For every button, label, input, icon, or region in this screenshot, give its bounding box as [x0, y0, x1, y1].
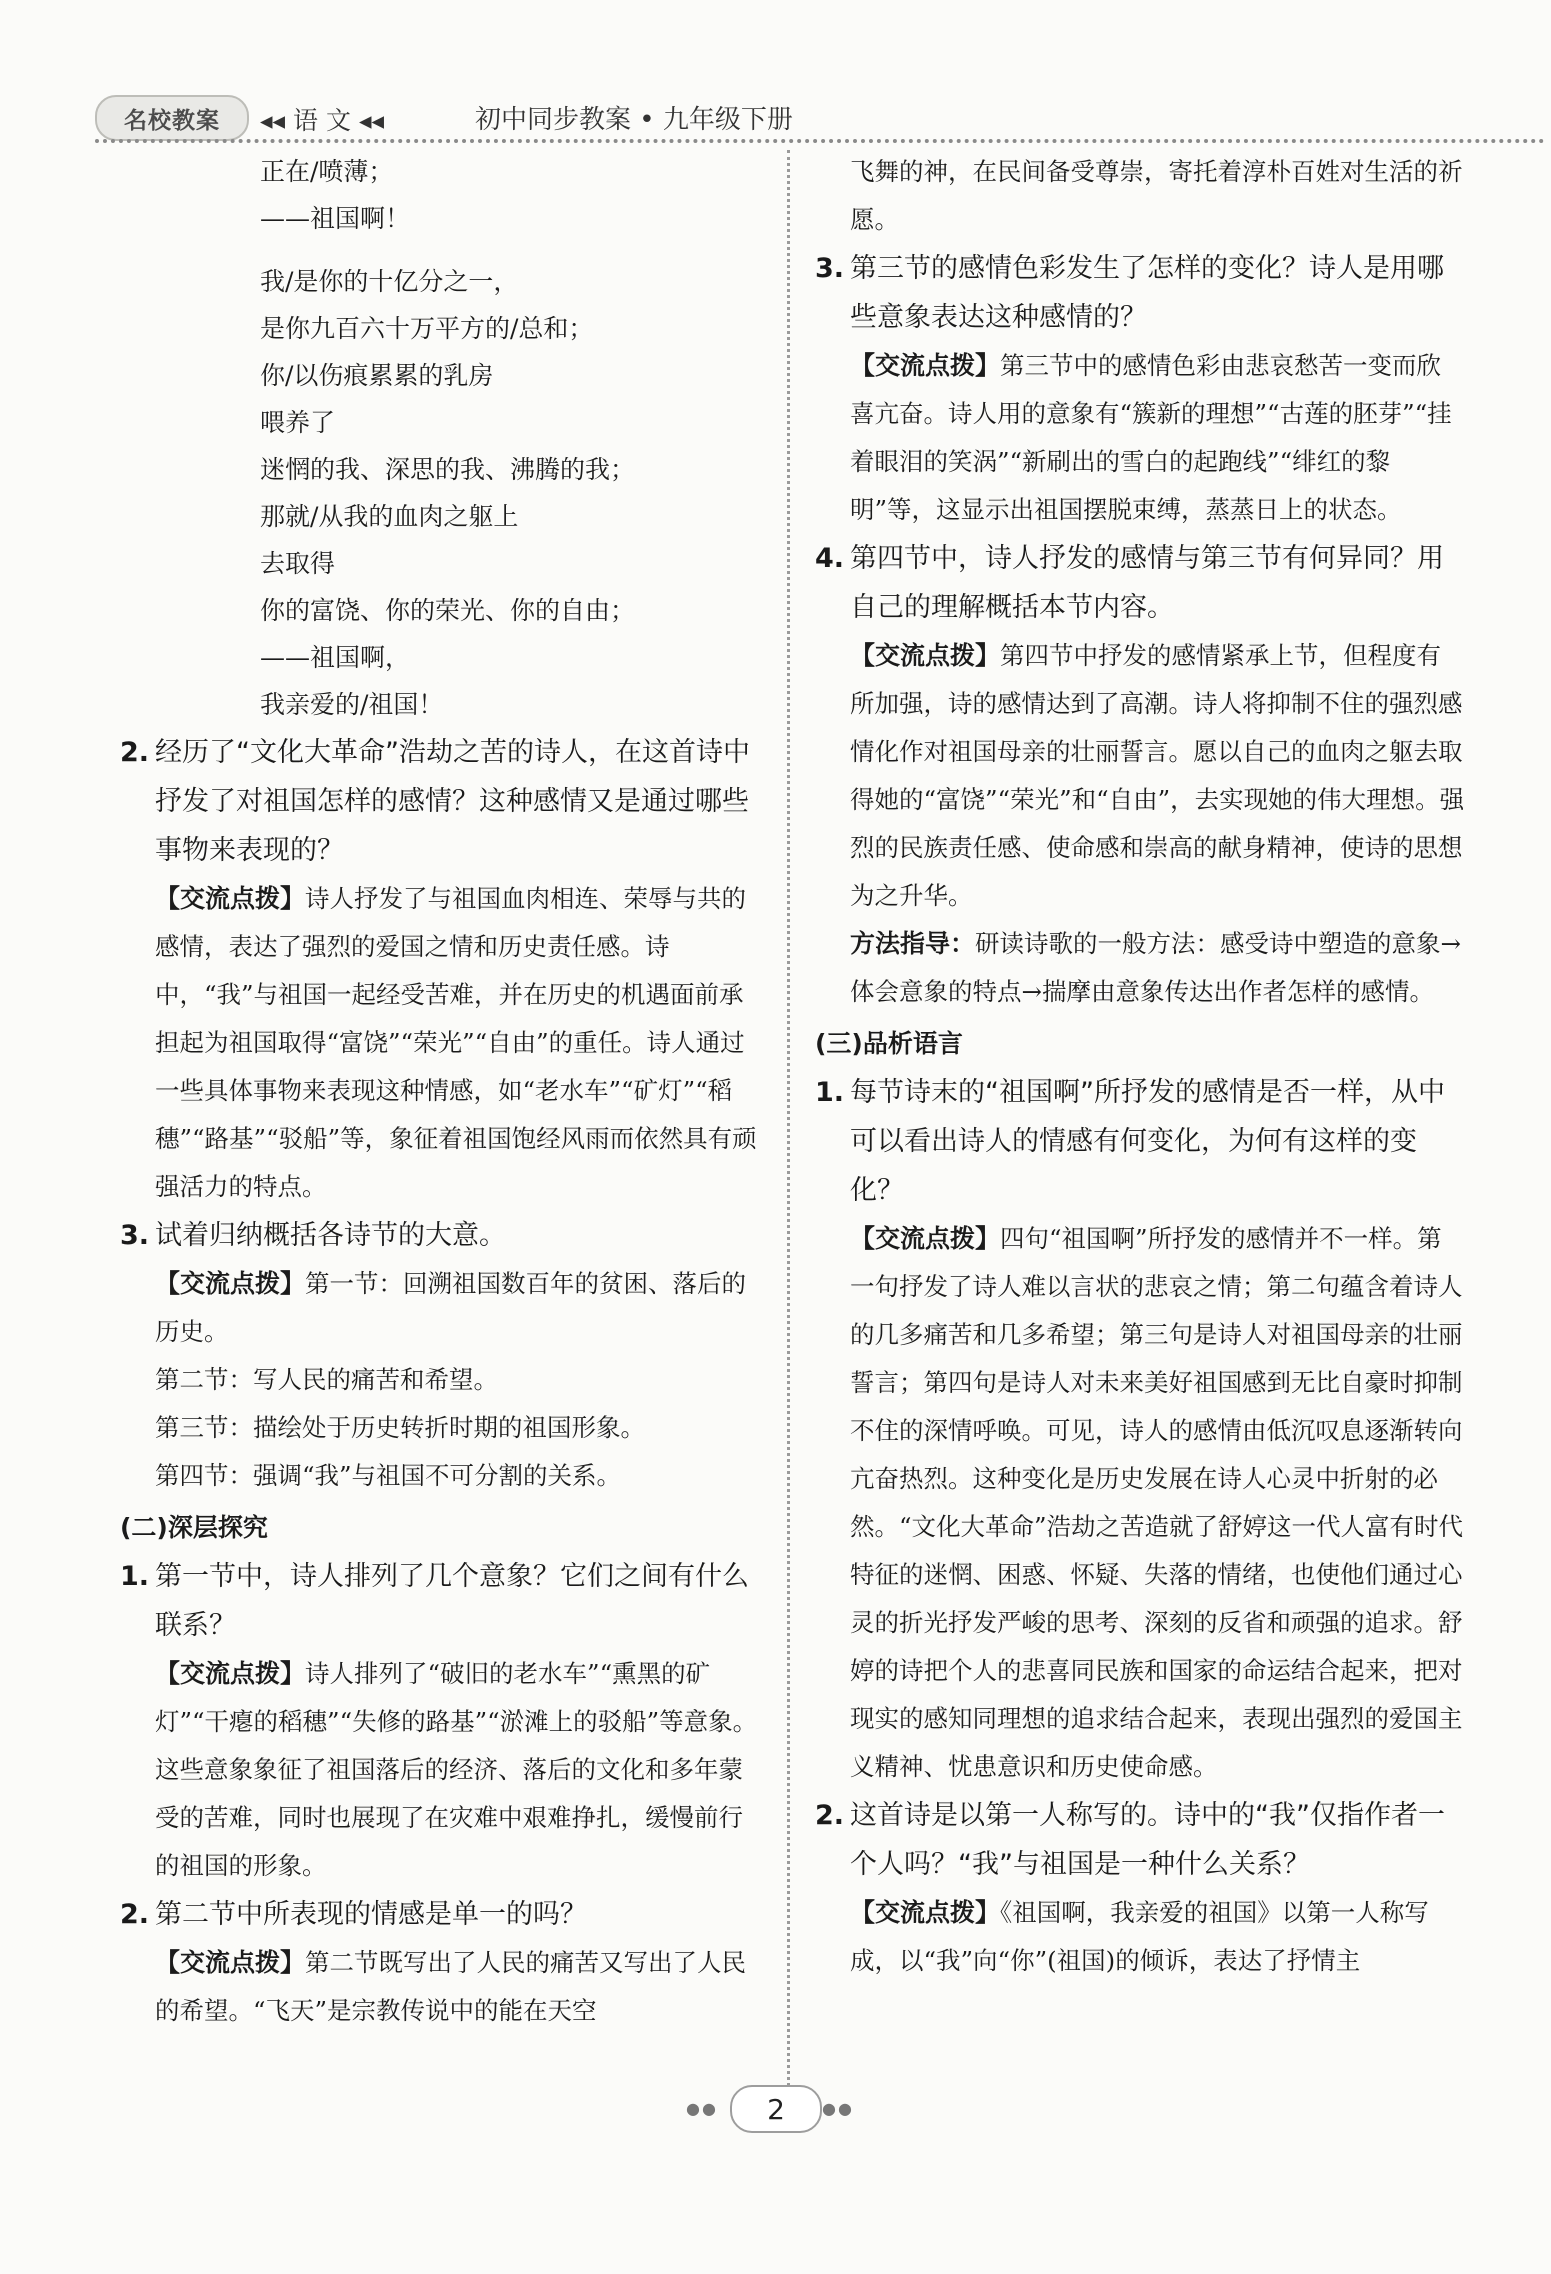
answer-text: 诗人抒发了与祖国血肉相连、荣辱与共的感情，表达了强烈的爱国之情和历史责任感。诗中，“我”与祖国一起经受苦难，并在历史的机遇面前承担起为祖国取得“富饶”“荣光”“自由”的重任。诗人通过一些具体事物来表现这种情感，如“老水车”“矿灯”“稻穗”“路基”“驳船”等，象征着祖国饱经风雨而依然具有顽强活力的特点。 [155, 884, 757, 1201]
question-item [120, 1552, 760, 1650]
right-blocks [815, 148, 1465, 1985]
answer-text: 四句“祖国啊”所抒发的感情并不一样。第一句抒发了诗人难以言状的悲哀之情；第二句蕴含着诗人的几多痛苦和几多希望；第三句是诗人对祖国母亲的壮丽誓言；第四句是诗人对未来美好祖国感到无比自豪时抑制不住的深情呼唤。可见，诗人的感情由低沉叹息逐渐转向亢奋热烈。这种变化是历史发展在诗人心灵中折射的必然。“文化大革命”浩劫之苦造就了舒婷这一代人富有时代特征的迷惘、困惑、怀疑、失落的情绪，也使他们通过心灵的折光抒发严峻的思考、深刻的反省和顽强的追求。舒婷的诗把个人的悲喜同民族和国家的命运结合起来，把对现实的感知同理想的追求结合起来，表现出强烈的爱国主义精神、忧患意识和历史使命感。 [850, 1224, 1464, 1781]
question-item [815, 1791, 1465, 1889]
answer-text: 诗人排列了“破旧的老水车”“熏黑的矿灯”“干瘪的稻穗”“失修的路基”“淤滩上的驳船”等意象。这些意象象征了祖国落后的经济、落后的文化和多年蒙受的苦难，同时也展现了在灾难中艰难挣扎，缓慢前行的祖国的形象。 [155, 1659, 758, 1880]
question-item [120, 1890, 760, 1939]
question-text: 每节诗末的“祖国啊”所抒发的感情是否一样，从中可以看出诗人的情感有何变化，为何有这样的变化？ [850, 1077, 1445, 1206]
answer-paragraph [815, 632, 1465, 920]
answer-tag: 【交流点拨】 [850, 351, 1001, 380]
answer-paragraph [120, 1404, 760, 1452]
poem-line: 你的富饶、你的荣光、你的自由； [260, 596, 636, 625]
question-text: 第三节的感情色彩发生了怎样的变化？诗人是用哪些意象表达这种感情的？ [850, 253, 1444, 333]
answer-text: 第四节：强调“我”与祖国不可分割的关系。 [155, 1461, 622, 1490]
question-number: 3. [120, 1220, 150, 1251]
brand-logo: 名校教案 [95, 95, 249, 141]
question-number: 3. [815, 253, 845, 284]
poem-line: 迷惘的我、深思的我、沸腾的我； [260, 455, 636, 484]
poem-line: 正在/喷薄； [260, 157, 394, 186]
right-column [815, 148, 1465, 1985]
answer-text: 研读诗歌的一般方法：感受诗中塑造的意象→体会意象的特点→揣摩由意象传达出作者怎样的感情。 [850, 929, 1462, 1006]
answer-paragraph [815, 920, 1465, 1016]
question-text: 第四节中，诗人抒发的感情与第三节有何异同？用自己的理解概括本节内容。 [850, 543, 1444, 623]
question-item [815, 1068, 1465, 1215]
answer-text: 飞舞的神，在民间备受尊崇，寄托着淳朴百姓对生活的祈愿。 [850, 157, 1463, 234]
answer-paragraph [815, 342, 1465, 534]
question-number: 2. [815, 1800, 845, 1831]
question-number: 4. [815, 543, 845, 574]
answer-text: 第四节中抒发的感情紧承上节，但程度有所加强，诗的感情达到了高潮。诗人将抑制不住的强烈感情化作对祖国母亲的壮丽誓言。愿以自己的血肉之躯去取得她的“富饶”“荣光”和“自由”，去实现她的伟大理想。强烈的民族责任感、使命感和崇高的献身精神，使诗的思想为之升华。 [850, 641, 1465, 910]
left-blocks [120, 728, 760, 2035]
question-item [815, 244, 1465, 342]
poem-line: 我/是你的十亿分之一， [260, 267, 519, 296]
question-item [120, 728, 760, 875]
poem-line: 喂养了 [260, 408, 336, 437]
book-title: 初中同步教案 • 九年级下册 [475, 105, 793, 135]
answer-paragraph [120, 1260, 760, 1356]
answer-paragraph [120, 1939, 760, 2035]
poem-line: 那就/从我的血肉之躯上 [260, 502, 519, 531]
poem-line: 是你九百六十万平方的/总和； [260, 314, 594, 343]
question-text: 这首诗是以第一人称写的。诗中的“我”仅指作者一个人吗？“我”与祖国是一种什么关系？ [850, 1800, 1445, 1880]
section-heading: (三)品析语言 [815, 1029, 963, 1058]
answer-tag: 【交流点拨】 [155, 1659, 306, 1688]
header-dotted-rule [95, 139, 1545, 143]
poem-line: 我亲爱的/祖国！ [260, 690, 444, 719]
left-column [120, 148, 760, 2035]
poem-line: ——祖国啊！ [260, 204, 411, 233]
answer-text: 第三节中的感情色彩由悲哀愁苦一变而欣喜亢奋。诗人用的意象有“簇新的理想”“古莲的胚芽”“挂着眼泪的笑涡”“新刷出的雪白的起跑线”“绯红的黎明”等，这显示出祖国摆脱束缚，蒸蒸日上的状态。 [850, 351, 1452, 524]
answer-tag: 【交流点拨】 [850, 1898, 1001, 1927]
question-item [120, 1211, 760, 1260]
answer-text: 第三节：描绘处于历史转折时期的祖国形象。 [155, 1413, 645, 1442]
answer-tag: 方法指导： [850, 929, 976, 958]
answer-tag: 【交流点拨】 [155, 1948, 306, 1977]
answer-tag: 【交流点拨】 [850, 641, 1001, 670]
page-number-badge [686, 2085, 854, 2129]
answer-tag: 【交流点拨】 [155, 1269, 306, 1298]
answer-paragraph [120, 1452, 760, 1500]
answer-paragraph [815, 1215, 1465, 1791]
poem-line: 你/以伤痕累累的乳房 [260, 361, 494, 390]
poem-excerpt [120, 148, 760, 728]
answer-text: 第二节既写出了人民的痛苦又写出了人民的希望。“飞天”是宗教传说中的能在天空 [155, 1948, 747, 2025]
answer-text: 《祖国啊，我亲爱的祖国》以第一人称写成，以“我”向“你”(祖国)的倾诉，表达了抒情主 [850, 1898, 1429, 1975]
question-text: 经历了“文化大革命”浩劫之苦的诗人，在这首诗中抒发了对祖国怎样的感情？这种感情又是通过哪些事物来表现的？ [155, 737, 750, 866]
stanza-gap [260, 242, 760, 258]
question-item [815, 534, 1465, 632]
question-number: 2. [120, 1899, 150, 1930]
question-text: 试着归纳概括各诗节的大意。 [155, 1220, 506, 1251]
question-number: 1. [120, 1561, 150, 1592]
answer-paragraph [815, 1889, 1465, 1985]
poem-line: ——祖国啊， [260, 643, 411, 672]
question-number: 1. [815, 1077, 845, 1108]
answer-paragraph [120, 1356, 760, 1404]
answer-tag: 【交流点拨】 [155, 884, 306, 913]
answer-text: 第一节：回溯祖国数百年的贫困、落后的历史。 [155, 1269, 747, 1346]
answer-paragraph [120, 875, 760, 1211]
subject-label: ◂◂ 语 文 ◂◂ [260, 106, 385, 135]
section-heading: (二)深层探究 [120, 1513, 268, 1542]
page-header [95, 95, 1545, 141]
answer-tag: 【交流点拨】 [850, 1224, 1001, 1253]
column-divider [787, 150, 790, 2110]
page-number: 2 [730, 2085, 822, 2133]
answer-paragraph [815, 148, 1465, 244]
question-text: 第二节中所表现的情感是单一的吗？ [155, 1899, 587, 1930]
question-text: 第一节中，诗人排列了几个意象？它们之间有什么联系？ [155, 1561, 749, 1641]
answer-paragraph [120, 1650, 760, 1890]
question-number: 2. [120, 737, 150, 768]
page-dots-right: ●● [822, 2099, 854, 2118]
poem-line: 去取得 [260, 549, 336, 578]
answer-text: 第二节：写人民的痛苦和希望。 [155, 1365, 498, 1394]
page-dots-left: ●● [686, 2099, 718, 2118]
